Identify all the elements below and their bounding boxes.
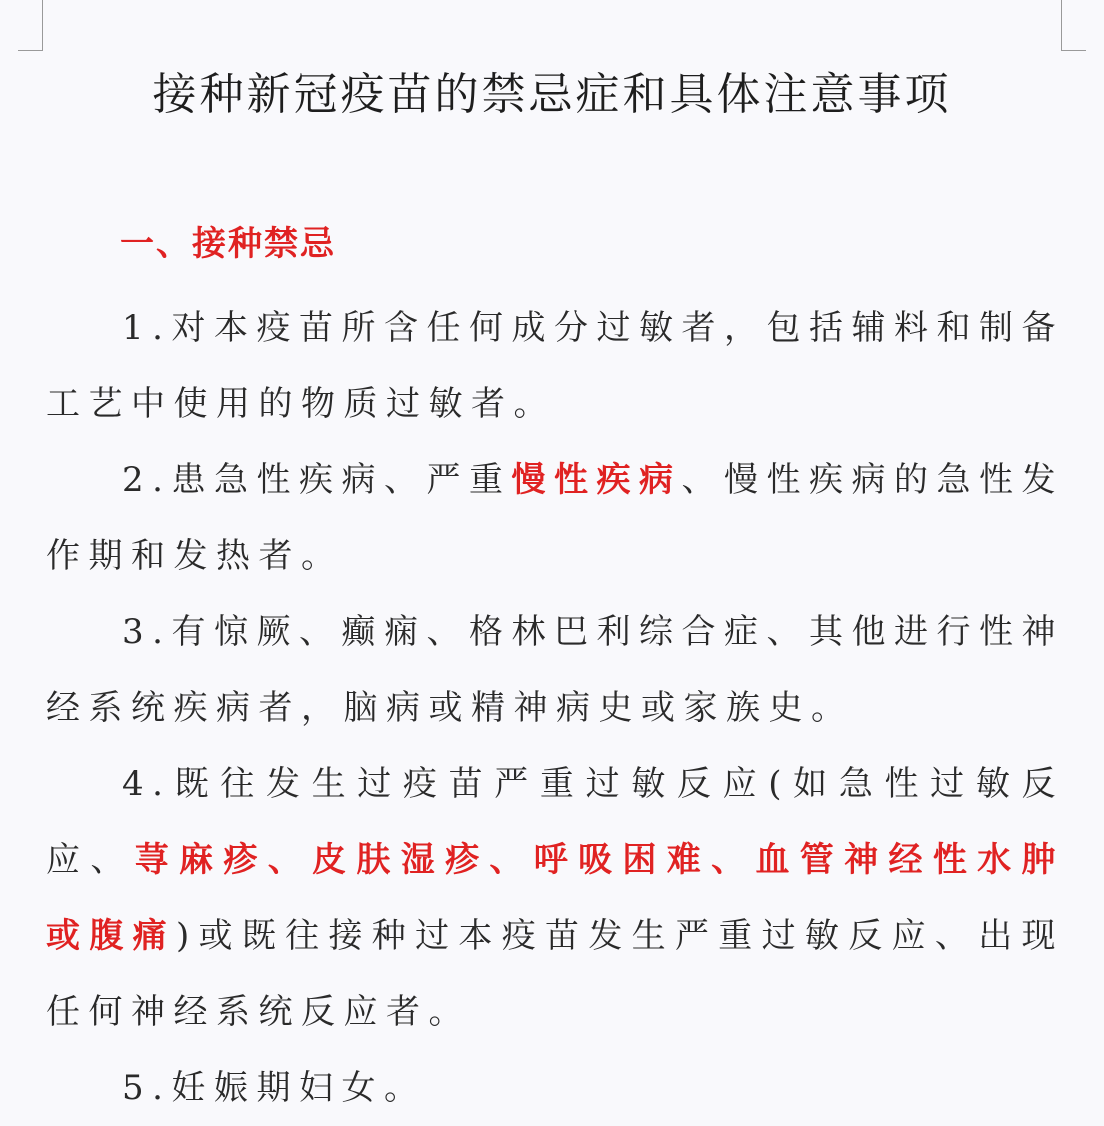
item-text: 既往发生过疫苗严重过敏反应(如急性过敏反应、 xyxy=(46,764,1064,880)
document-body xyxy=(46,290,1064,1126)
item-number: 5. xyxy=(122,1068,172,1108)
section-heading: 一、接种禁忌 xyxy=(120,224,336,264)
list-item xyxy=(46,1050,1064,1126)
item-text: 、慢性疾病的急性发作期和发热者。 xyxy=(46,460,1065,576)
highlighted-text: 荨麻疹、皮肤湿疹、呼吸困难、血管神经性水肿或腹痛 xyxy=(46,840,1065,956)
list-item xyxy=(46,442,1064,594)
item-number: 3. xyxy=(122,612,172,652)
page-corner-mark-top-left xyxy=(18,0,43,51)
list-item xyxy=(46,290,1064,442)
list-item xyxy=(46,746,1064,1050)
page-corner-mark-top-right xyxy=(1061,0,1086,51)
item-text: )或既往接种过本疫苗发生严重过敏反应、出现任何神经系统反应者。 xyxy=(46,916,1065,1032)
document-title: 接种新冠疫苗的禁忌症和具体注意事项 xyxy=(152,69,952,120)
item-text: 患急性疾病、严重 xyxy=(171,460,512,500)
highlighted-text: 慢性疾病 xyxy=(511,460,682,500)
item-number: 4. xyxy=(122,764,172,804)
item-text: 妊娠期妇女。 xyxy=(171,1068,427,1108)
item-number: 2. xyxy=(122,460,172,500)
list-item xyxy=(46,594,1064,746)
item-text: 有惊厥、癫痫、格林巴利综合症、其他进行性神经系统疾病者，脑病或精神病史或家族史。 xyxy=(46,612,1064,728)
item-number: 1. xyxy=(122,308,172,348)
item-text: 对本疫苗所含任何成分过敏者，包括辅料和制备工艺中使用的物质过敏者。 xyxy=(46,308,1064,424)
